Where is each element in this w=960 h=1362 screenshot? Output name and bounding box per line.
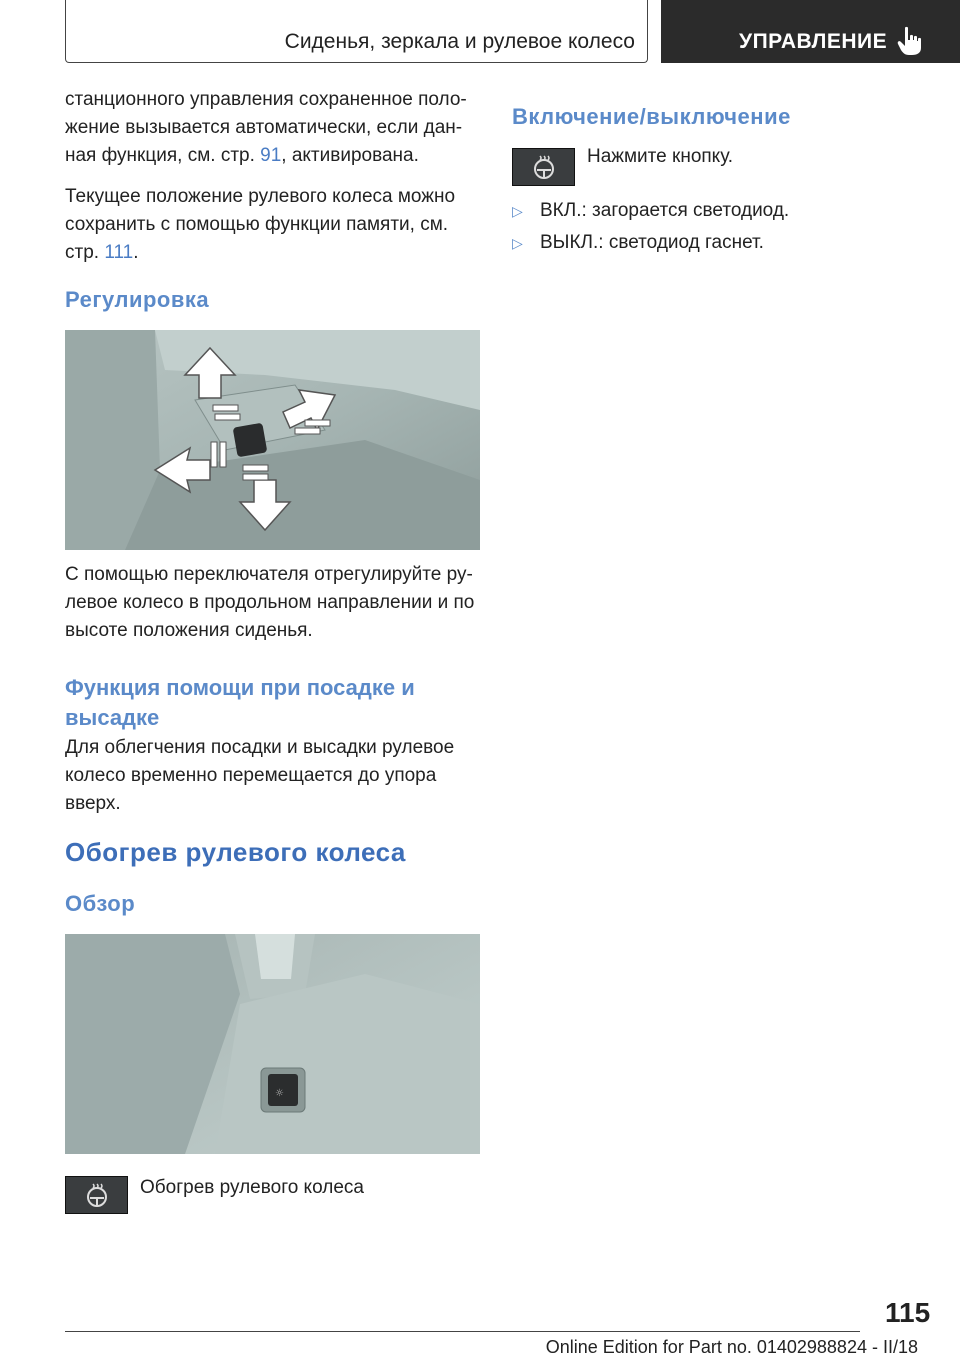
heading-line: высадке [65, 705, 160, 730]
heading-entry-assist [65, 673, 485, 733]
text-span: . [133, 242, 139, 263]
page-link-91[interactable]: 91 [260, 145, 282, 166]
adjust-paragraph [65, 561, 485, 645]
page-link-111[interactable]: 111 [104, 242, 134, 263]
list-item [512, 232, 764, 254]
heading-heating: Обогрев рулевого колеса [65, 837, 406, 867]
bullet-text: ВЫКЛ.: светодиод гаснет. [540, 232, 764, 253]
text-line: станционного управления сохраненное поло- [65, 89, 467, 110]
text-span: ная функция, см. стр. [65, 145, 261, 166]
text-line: жение вызывается автоматически, если дан- [65, 117, 463, 138]
bullet-text: ВКЛ.: загорается светодиод. [540, 200, 790, 221]
triangle-bullet-icon: ▷ [512, 203, 523, 219]
intro-paragraph-2 [65, 183, 485, 267]
heading-adjust: Регулировка [65, 287, 210, 312]
text-line: левое колесо в продольном направлении и по [65, 592, 475, 613]
heated-steering-wheel-icon [84, 1182, 110, 1208]
header-chapter-box [65, 0, 648, 63]
heating-button-photo [65, 934, 480, 1154]
caption-heating: Обогрев рулевого колеса [140, 1177, 364, 1198]
text-line: Текущее положение рулевого колеса можно [65, 186, 456, 207]
heated-steering-wheel-button-icon [65, 1176, 128, 1214]
heating-button-illustration [65, 934, 480, 1154]
list-item [512, 200, 789, 222]
section-label: УПРАВЛЕНИЕ [739, 30, 888, 53]
text-line: сохранить с помощью функции памяти, см. [65, 214, 449, 235]
entry-assist-paragraph [65, 734, 485, 818]
footer-divider [65, 1331, 860, 1332]
hand-pointer-icon [897, 26, 923, 56]
text-line [65, 142, 485, 170]
text-line: вверх. [65, 793, 121, 814]
text-line: высоте положения сиденья. [65, 620, 313, 641]
steering-adjust-photo [65, 330, 480, 550]
intro-paragraph-1 [65, 86, 485, 170]
heading-on-off: Включение/выключение [512, 104, 791, 129]
text-span: стр. [65, 242, 105, 263]
heading-line: Функция помощи при посадке и [65, 675, 415, 700]
header-section-box [661, 0, 960, 63]
press-button-text: Нажмите кнопку. [587, 146, 734, 167]
heated-steering-wheel-icon [531, 154, 557, 180]
page-number: 115 [885, 1297, 931, 1328]
text-line [65, 239, 485, 267]
footer-edition: Online Edition for Part no. 01402988824 - II/18 [545, 1337, 918, 1357]
text-line: С помощью переключателя отрегулируйте ру- [65, 564, 473, 585]
steering-adjust-illustration [65, 330, 480, 550]
text-span: , активирована. [281, 145, 419, 166]
heated-steering-wheel-button-icon [512, 148, 575, 186]
text-line: Для облегчения посадки и высадки рулевое [65, 737, 455, 758]
svg-text:☼: ☼ [275, 1088, 284, 1099]
text-line: колесо временно перемещается до упора [65, 765, 437, 786]
chapter-title: Сиденья, зеркала и рулевое колесо [284, 30, 635, 53]
triangle-bullet-icon: ▷ [512, 235, 523, 251]
heading-overview: Обзор [65, 891, 136, 916]
